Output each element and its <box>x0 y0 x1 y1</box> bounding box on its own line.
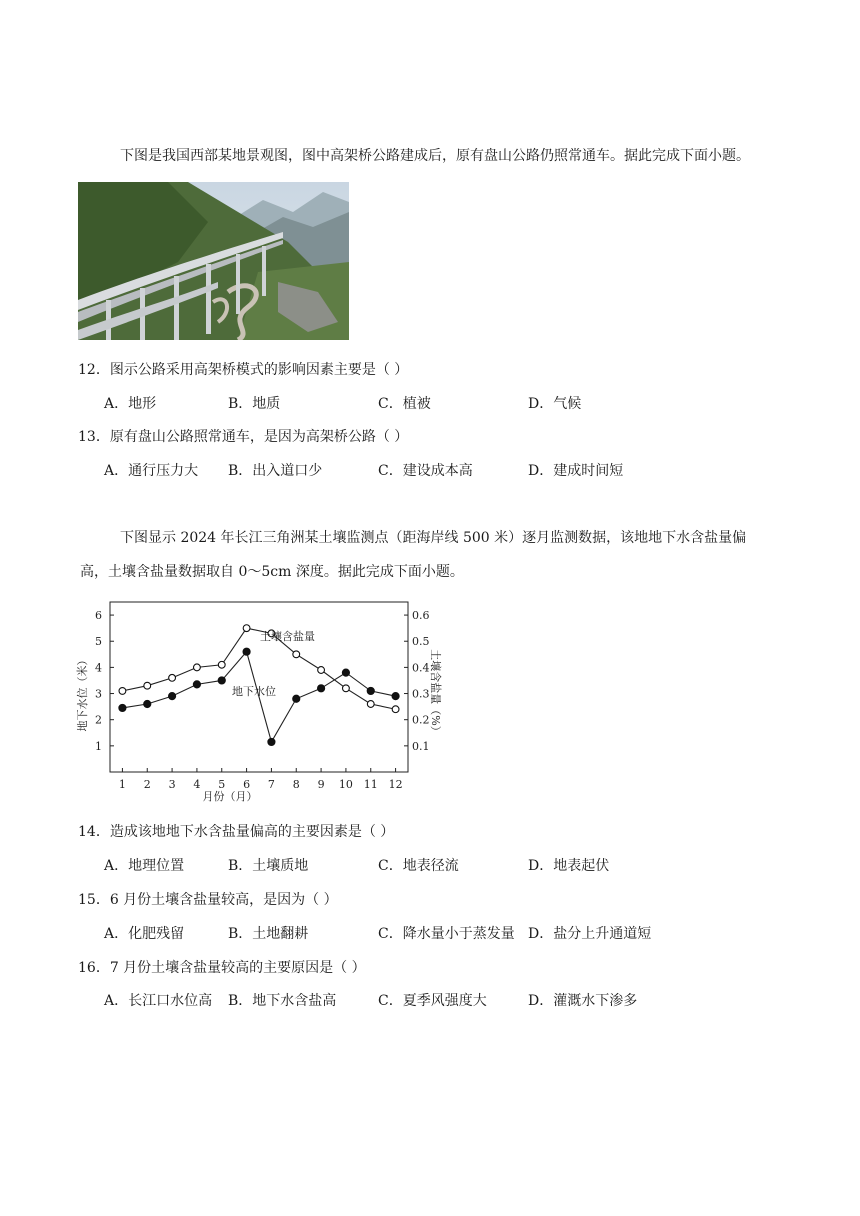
question-14-option-d[interactable]: D．地表起伏 <box>528 858 610 874</box>
x-tick-label: 10 <box>338 778 353 791</box>
viaduct-landscape-photo <box>78 182 349 340</box>
x-tick-label: 11 <box>363 778 378 791</box>
groundwater-point <box>144 700 151 707</box>
x-axis-title: 月份（月） <box>202 790 258 803</box>
question-15-option-d[interactable]: D．盐分上升通道短 <box>528 926 652 942</box>
question-13-option-a[interactable]: A．通行压力大 <box>104 463 199 479</box>
soil-salt-point <box>169 674 176 681</box>
soil-salt-point <box>318 667 325 674</box>
x-tick-label: 6 <box>243 778 251 791</box>
question-12-option-a[interactable]: A．地形 <box>104 396 157 412</box>
right-tick-label: 0.5 <box>412 635 430 649</box>
groundwater-point <box>367 687 374 694</box>
groundwater-point <box>293 695 300 702</box>
x-tick-label: 1 <box>118 778 126 791</box>
groundwater-point <box>392 693 399 700</box>
question-13-option-b[interactable]: B．出入道口少 <box>228 463 323 479</box>
x-tick-label: 7 <box>267 778 275 791</box>
series-label-soil-salt: 土壤含盐量 <box>260 630 315 643</box>
left-tick-label: 5 <box>95 635 102 649</box>
question-14-option-a[interactable]: A．地理位置 <box>104 858 185 874</box>
soil-salt-point <box>343 685 350 692</box>
question-12-option-d[interactable]: D．气候 <box>528 396 582 412</box>
right-tick-label: 0.1 <box>412 739 430 753</box>
x-tick-label: 3 <box>168 778 176 791</box>
question-15-option-a[interactable]: A．化肥残留 <box>104 926 185 942</box>
intro-paragraph-2-line-1: 下图显示 2024 年长江三角洲某土壤监测点（距海岸线 500 米）逐月监测数据，该地地下水含盐量偏 <box>120 530 747 546</box>
question-16-option-b[interactable]: B．地下水含盐高 <box>228 993 337 1009</box>
groundwater-point <box>193 681 200 688</box>
x-tick-label: 2 <box>143 778 151 791</box>
intro-paragraph-2-line-2: 高，土壤含盐量数据取自 0～5cm 深度。据此完成下面小题。 <box>80 564 464 580</box>
x-tick-label: 4 <box>193 778 201 791</box>
series-label-groundwater: 地下水位 <box>232 685 276 698</box>
question-16-option-a[interactable]: A．长江口水位高 <box>104 993 213 1009</box>
soil-salt-point <box>392 706 399 713</box>
question-16-option-c[interactable]: C．夏季风强度大 <box>378 993 487 1009</box>
intro-paragraph-1: 下图是我国西部某地景观图，图中高架桥公路建成后，原有盘山公路仍照常通车。据此完成下面小题。 <box>120 148 750 164</box>
right-tick-label: 0.4 <box>412 661 430 675</box>
question-12-option-b[interactable]: B．地质 <box>228 396 281 412</box>
soil-salt-point <box>144 682 151 689</box>
right-tick-label: 0.6 <box>412 609 430 623</box>
question-14-option-b[interactable]: B．土壤质地 <box>228 858 309 874</box>
soil-salt-point <box>243 625 250 632</box>
question-14-stem: 14．造成该地地下水含盐量偏高的主要因素是（ ） <box>78 824 395 840</box>
left-tick-label: 2 <box>95 713 102 727</box>
question-15-option-b[interactable]: B．土地翻耕 <box>228 926 309 942</box>
groundwater-point <box>243 648 250 655</box>
question-13-stem: 13．原有盘山公路照常通车，是因为高架桥公路（ ） <box>78 429 409 445</box>
x-tick-label: 8 <box>292 778 300 791</box>
right-tick-label: 0.2 <box>412 713 430 727</box>
right-axis-title: 土壤含盐量（%） <box>429 649 442 737</box>
question-12-stem: 12．图示公路采用高架桥模式的影响因素主要是（ ） <box>78 362 409 378</box>
left-tick-label: 4 <box>95 661 102 675</box>
question-13-option-c[interactable]: C．建设成本高 <box>378 463 473 479</box>
question-15-stem: 15．6 月份土壤含盐量较高，是因为（ ） <box>78 892 338 908</box>
left-tick-label: 1 <box>95 739 102 753</box>
groundwater-point <box>342 669 349 676</box>
question-12-option-c[interactable]: C．植被 <box>378 396 431 412</box>
soil-salt-point <box>119 688 126 695</box>
question-14-option-c[interactable]: C．地表径流 <box>378 858 459 874</box>
groundwater-point <box>218 677 225 684</box>
question-16-option-d[interactable]: D．灌溉水下渗多 <box>528 993 638 1009</box>
left-tick-label: 3 <box>95 687 102 701</box>
salinity-chart <box>72 592 442 810</box>
x-tick-label: 5 <box>218 778 226 791</box>
soil-salt-point <box>293 651 300 658</box>
x-tick-label: 12 <box>388 778 403 791</box>
left-tick-label: 6 <box>95 609 102 623</box>
question-15-option-c[interactable]: C．降水量小于蒸发量 <box>378 926 515 942</box>
soil-salt-point <box>194 664 201 671</box>
groundwater-point <box>168 693 175 700</box>
groundwater-point <box>317 685 324 692</box>
question-13-option-d[interactable]: D．建成时间短 <box>528 463 624 479</box>
x-tick-label: 9 <box>317 778 325 791</box>
groundwater-point <box>119 704 126 711</box>
soil-salt-point <box>367 701 374 708</box>
groundwater-point <box>268 738 275 745</box>
soil-salt-point <box>218 661 225 668</box>
right-tick-label: 0.3 <box>412 687 430 701</box>
question-16-stem: 16．7 月份土壤含盐量较高的主要原因是（ ） <box>78 960 366 976</box>
left-axis-title: 地下水位（米） <box>76 654 89 732</box>
